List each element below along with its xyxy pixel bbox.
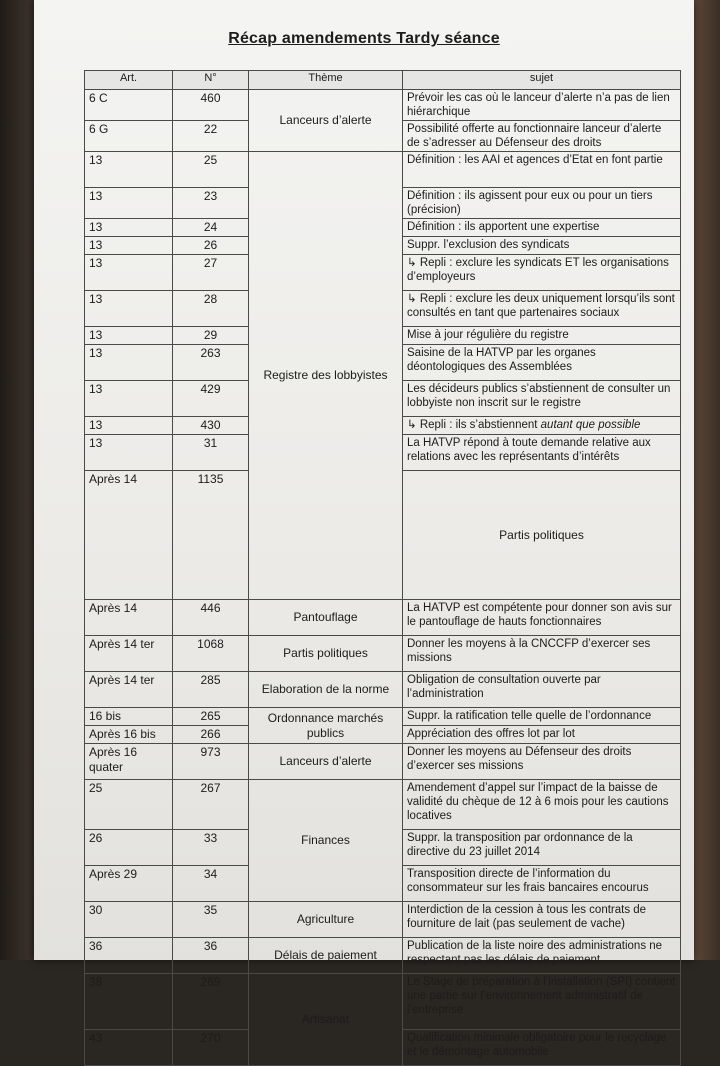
cell-art: 13 [85,255,173,291]
sujet-italic-text: autant que possible [540,419,641,431]
cell-num: 973 [173,744,249,780]
table-row [85,636,681,672]
cell-num: 285 [173,672,249,708]
cell-art: Après 16 quater [85,744,173,780]
sujet-text: Saisine de la HATVP par les organes déontologiques des Assemblées [407,347,596,373]
cell-art: 25 [85,780,173,830]
cell-sujet [403,600,681,636]
cell-art: 16 bis [85,708,173,726]
table-row [85,672,681,708]
sujet-text: Donner les moyens au Défenseur des droits d’exercer ses missions [407,746,632,772]
sujet-text: Publication de la liste noire des administrations ne respectant pas les délais de paiement [407,940,663,966]
document-page [34,0,694,1058]
cell-sujet [403,345,681,381]
amendments-table [84,70,681,1066]
table-row [85,780,681,830]
sujet-text: Définition : ils agissent pour eux ou pour un tiers (précision) [407,190,653,216]
table-row [85,902,681,938]
cell-art: 13 [85,417,173,435]
cell-theme: Lanceurs d’alerte [249,90,403,152]
cell-art: Après 29 [85,866,173,902]
cell-sujet [403,866,681,902]
table-header-row [85,71,681,90]
sujet-text: Amendement d’appel sur l’impact de la baisse de validité du chèque de 12 à 6 mois pour les cautions locatives [407,782,669,822]
cell-art: 36 [85,938,173,974]
sujet-text: Donner les moyens à la CNCCFP d’exercer ses missions [407,638,651,664]
cell-sujet [403,219,681,237]
sujet-text: Suppr. l’exclusion des syndicats [407,239,570,251]
cell-sujet [403,726,681,744]
cell-num: 266 [173,726,249,744]
cell-num: 22 [173,121,249,152]
cell-num: 267 [173,780,249,830]
sujet-text: Appréciation des offres lot par lot [407,728,575,740]
cell-art: 26 [85,830,173,866]
cell-art: 6 G [85,121,173,152]
sujet-text: Mise à jour régulière du registre [407,329,569,341]
cell-theme: Agriculture [249,902,403,938]
cell-art: 30 [85,902,173,938]
cell-num: 25 [173,152,249,188]
sujet-text: La HATVP est compétente pour donner son avis sur le pantouflage de hauts fonctionnaires [407,602,672,628]
cell-num: 34 [173,866,249,902]
cell-art: 13 [85,237,173,255]
cell-art: 13 [85,219,173,237]
table-row [85,152,681,188]
sujet-text: ↳ Repli : ils s’abstiennent [407,419,538,431]
cell-art: Après 14 ter [85,636,173,672]
table-row [85,708,681,726]
cell-theme: Délais de paiement [249,938,403,974]
cell-art: Après 14 ter [85,672,173,708]
sujet-text: Les décideurs publics s’abstiennent de consulter un lobbyiste non inscrit sur le registre [407,383,671,409]
cell-sujet [403,636,681,672]
cell-num: 23 [173,188,249,219]
sujet-text: ↳ Repli : exclure les syndicats ET les organisations d’employeurs [407,257,669,283]
cell-num: 24 [173,219,249,237]
header-sujet: sujet [403,71,681,90]
cell-theme: Partis politiques [249,636,403,672]
cell-theme: Finances [249,780,403,902]
cell-num: 263 [173,345,249,381]
cell-sujet [403,327,681,345]
cell-num: 460 [173,90,249,121]
cell-sujet [403,90,681,121]
cell-art: Après 16 bis [85,726,173,744]
cell-theme: Pantouflage [249,600,403,636]
cell-theme: Lanceurs d’alerte [249,744,403,780]
cell-art: 38 [85,974,173,1030]
cell-num: 26 [173,237,249,255]
sujet-text: La HATVP répond à toute demande relative aux relations avec les représentants d’intérêts [407,437,651,463]
sujet-text: Prévoir les cas où le lanceur d’alerte n’a pas de lien hiérarchique [407,92,670,118]
cell-num: 33 [173,830,249,866]
sujet-text: Définition : les AAI et agences d’Etat en font partie [407,154,663,166]
cell-num: 28 [173,291,249,327]
cell-sujet [403,417,681,435]
table-row [85,938,681,974]
cell-num: 269 [173,974,249,1030]
cell-art: 13 [85,291,173,327]
cell-num: 429 [173,381,249,417]
sujet-text: Le Stage de préparation à l’installation (SPI) contient une partie sur l’environnement administratif de l’entreprise [407,976,676,1016]
cell-sujet [403,744,681,780]
sujet-text: ↳ Repli : exclure les deux uniquement lorsqu’ils sont consultés en tant que partenaires sociaux [407,293,675,319]
cell-sujet [403,938,681,974]
cell-num: 446 [173,600,249,636]
table-row [85,744,681,780]
cell-art: 13 [85,152,173,188]
cell-num: 265 [173,708,249,726]
sujet-text: Interdiction de la cession à tous les contrats de fourniture de lait (pas seulement de vache) [407,904,647,930]
cell-num: 36 [173,938,249,974]
cell-theme: Elaboration de la norme [249,672,403,708]
cell-art: Après 14 [85,600,173,636]
cell-art: 13 [85,188,173,219]
cell-sujet [403,435,681,471]
cell-sujet [403,902,681,938]
cell-theme: Partis politiques [403,471,681,600]
sujet-text: Suppr. la transposition par ordonnance de la directive du 23 juillet 2014 [407,832,633,858]
cell-art: Après 14 [85,471,173,600]
cell-art: 13 [85,327,173,345]
cell-sujet [403,291,681,327]
header-art: Art. [85,71,173,90]
cell-sujet [403,152,681,188]
cell-num: 1135 [173,471,249,600]
cell-sujet [403,381,681,417]
cell-sujet [403,780,681,830]
cell-sujet [403,188,681,219]
cell-sujet [403,1030,681,1066]
header-theme: Thème [249,71,403,90]
cell-num: 35 [173,902,249,938]
sujet-text: Obligation de consultation ouverte par l’administration [407,674,601,700]
table-row [85,90,681,121]
cell-theme: Ordonnance marchés publics [249,708,403,744]
page-title: Récap amendements Tardy séance [228,30,500,47]
cell-art: 43 [85,1030,173,1066]
cell-theme: Registre des lobbyistes [249,152,403,600]
cell-art: 6 C [85,90,173,121]
cell-theme: Artisanat [249,974,403,1066]
cell-num: 430 [173,417,249,435]
cell-sujet [403,672,681,708]
cell-sujet [403,974,681,1030]
cell-num: 29 [173,327,249,345]
cell-num: 1068 [173,636,249,672]
sujet-text: Suppr. la ratification telle quelle de l’ordonnance [407,710,652,722]
sujet-text: Définition : ils apportent une expertise [407,221,600,233]
cell-art: 13 [85,345,173,381]
cell-sujet [403,237,681,255]
cell-sujet [403,255,681,291]
cell-num: 31 [173,435,249,471]
sujet-text: Qualification minimale obligatoire pour le recyclage et le démontage automobile [407,1032,667,1058]
cell-sujet [403,708,681,726]
cell-sujet [403,830,681,866]
table-row [85,974,681,1030]
cell-art: 13 [85,435,173,471]
sujet-text: Possibilité offerte au fonctionnaire lanceur d’alerte de s’adresser au Défenseur des droits [407,123,662,149]
header-num: N° [173,71,249,90]
cell-sujet [403,121,681,152]
sujet-text: Transposition directe de l’information du consommateur sur les frais bancaires encourus [407,868,649,894]
cell-num: 27 [173,255,249,291]
cell-num: 270 [173,1030,249,1066]
table-row [85,600,681,636]
cell-art: 13 [85,381,173,417]
